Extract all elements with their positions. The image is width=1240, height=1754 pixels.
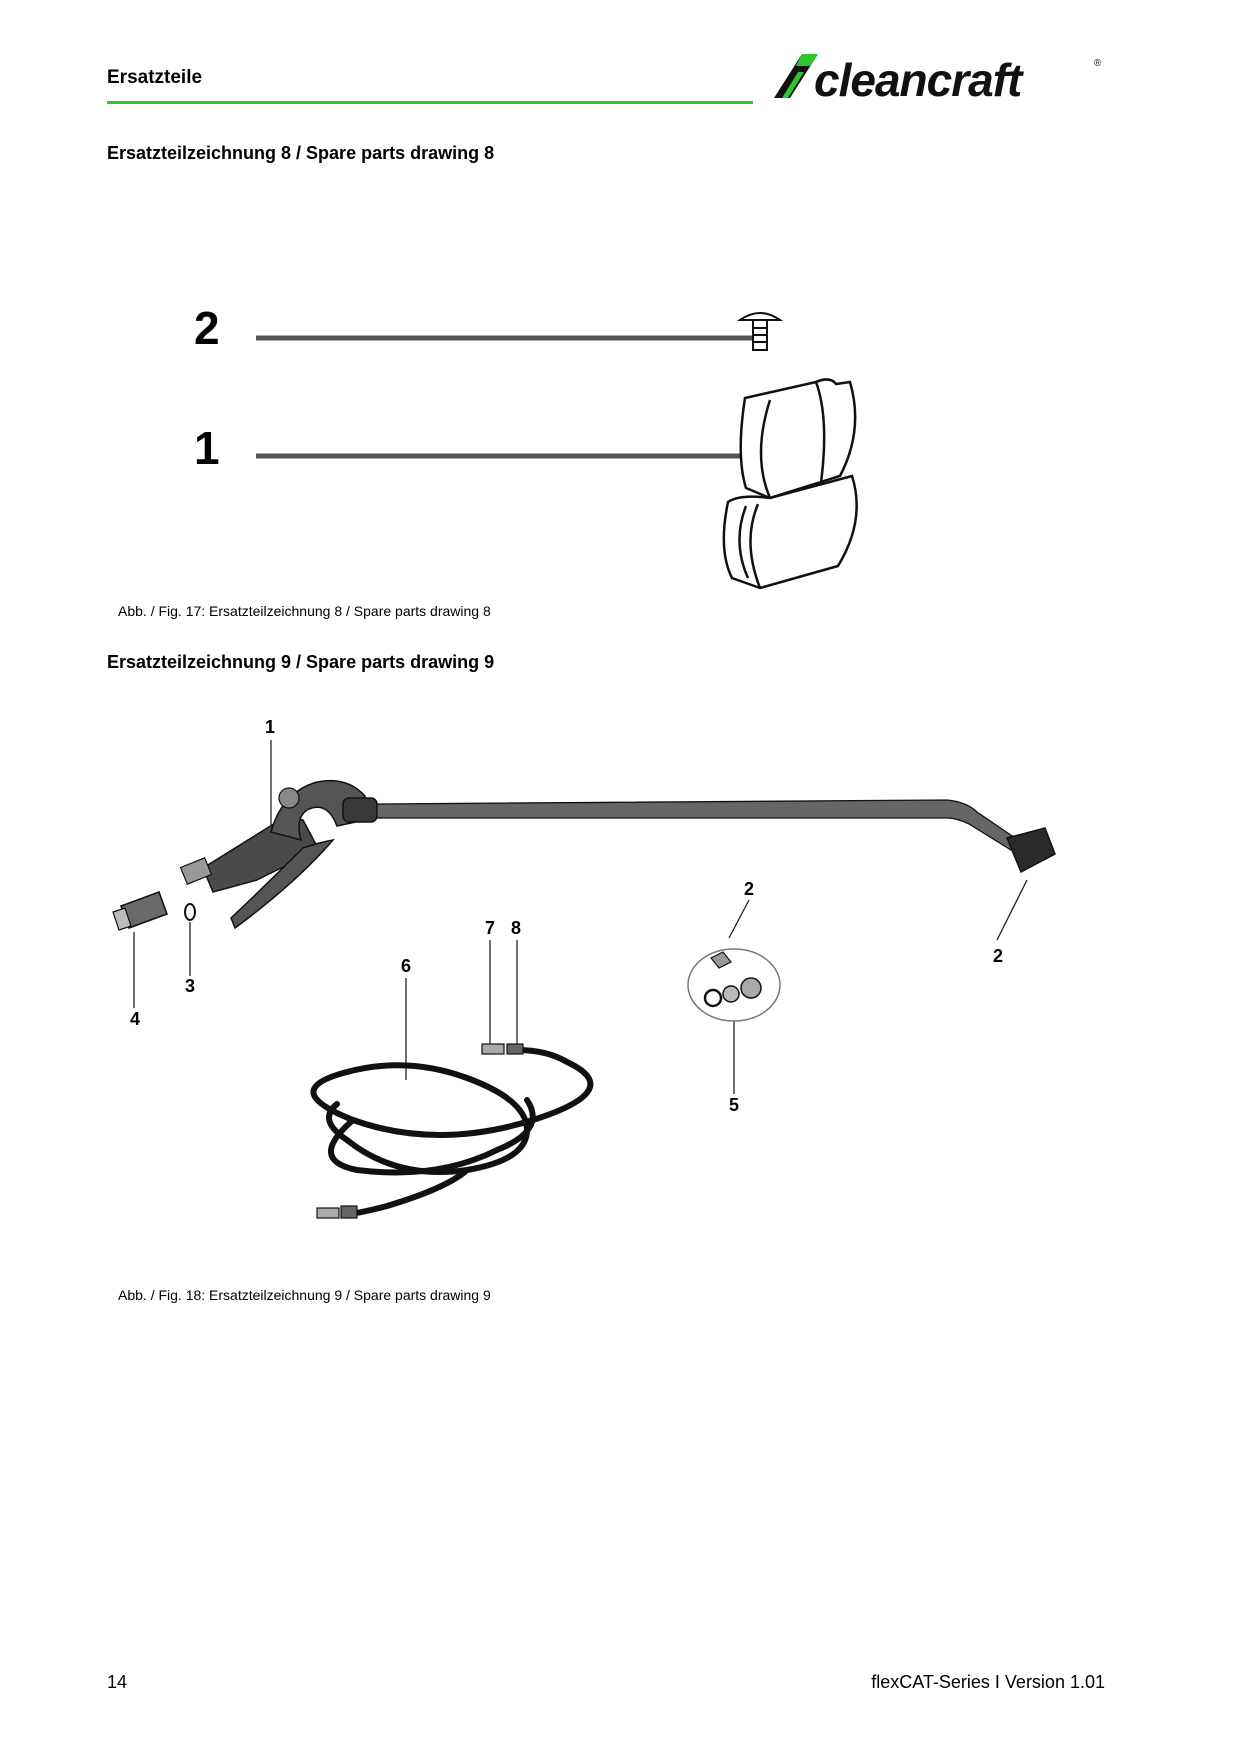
drawing9-figure <box>107 700 1107 1270</box>
nozzle-set-icon <box>688 949 780 1021</box>
hose-fitting-top-icon <box>482 1044 523 1054</box>
drawing9-leaders <box>134 740 1027 1094</box>
drawing9-callout-2-nozzle: 2 <box>744 879 755 899</box>
drawing9-caption: Abb. / Fig. 18: Ersatzteilzeichnung 9 / Spare parts drawing 9 <box>118 1287 491 1303</box>
cleancraft-logo <box>770 52 1106 104</box>
drawing9-callout-3: 3 <box>185 976 196 996</box>
drawing9-callout-2-tip: 2 <box>993 946 1004 966</box>
drawing8-callout-2: 2 <box>194 302 220 354</box>
coiled-hose-icon <box>313 1050 590 1214</box>
blow-gun-icon <box>181 781 1055 928</box>
registered-mark: ® <box>1094 58 1102 69</box>
logo-mark-icon <box>774 54 818 98</box>
drawing8-figure <box>180 280 940 590</box>
drawing9-callout-6: 6 <box>401 956 412 976</box>
document-version: flexCAT-Series I Version 1.01 <box>871 1672 1105 1692</box>
drawing8-caption: Abb. / Fig. 17: Ersatzteilzeichnung 8 / Spare parts drawing 8 <box>118 603 491 619</box>
header-rule <box>107 101 753 104</box>
drawing8-callout-1: 1 <box>194 422 220 474</box>
page-number: 14 <box>107 1672 128 1692</box>
drawing9-callout-8: 8 <box>511 918 522 938</box>
drawing9-callout-1: 1 <box>265 717 276 737</box>
logo-wordmark: cleancraft <box>814 54 1022 104</box>
screw-icon <box>740 313 780 350</box>
o-ring-icon <box>185 904 195 920</box>
hose-fitting-bottom-icon <box>317 1206 357 1218</box>
drawing9-callout-7: 7 <box>485 918 496 938</box>
drawing8-heading: Ersatzteilzeichnung 8 / Spare parts drawing 8 <box>107 143 495 163</box>
drawing9-callout-5: 5 <box>729 1095 740 1115</box>
clamp-holder-icon <box>724 379 857 588</box>
drawing9-callout-4: 4 <box>130 1009 141 1029</box>
coupling-icon <box>113 892 167 930</box>
drawing9-heading: Ersatzteilzeichnung 9 / Spare parts drawing 9 <box>107 652 495 672</box>
section-title: Ersatzteile <box>107 67 203 88</box>
